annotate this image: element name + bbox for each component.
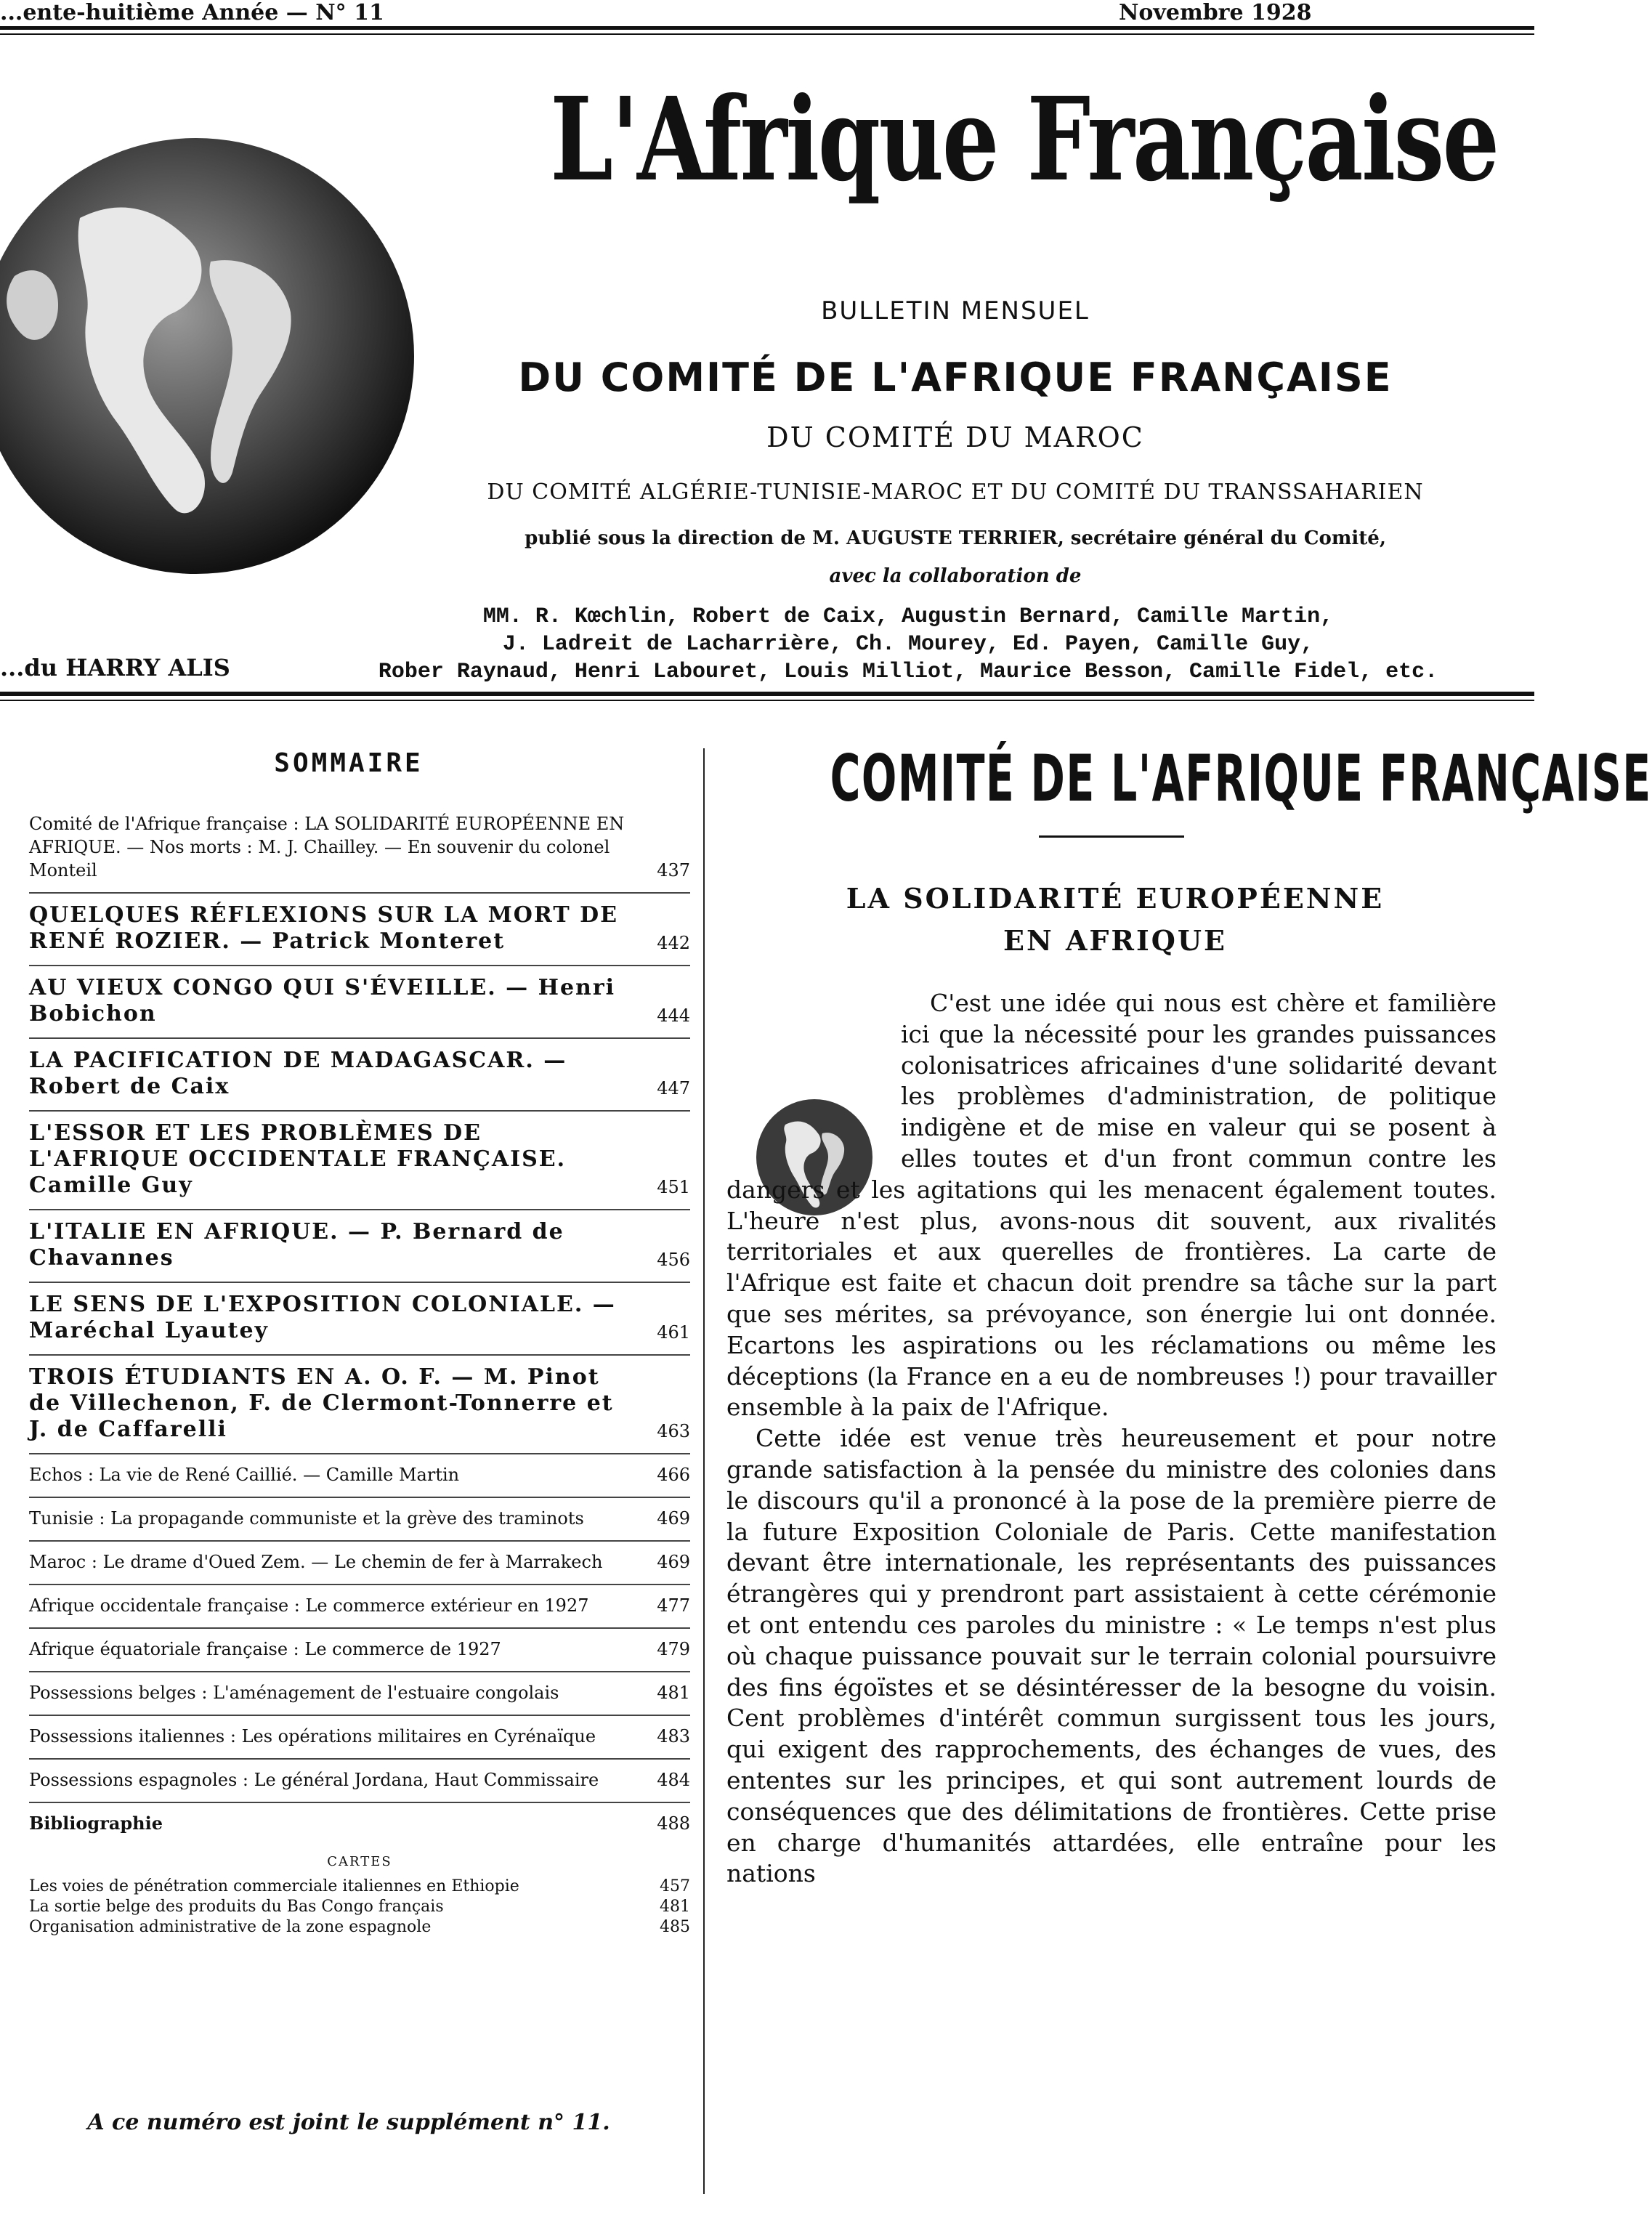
section-heading: COMITÉ DE L'AFRIQUE FRANÇAISE [830,741,1652,816]
map-entry[interactable] [29,1917,690,1938]
toc-entry-text: Afrique équatoriale française : Le commerce de 1927 [29,1639,501,1659]
toc-entry[interactable] [29,1219,690,1271]
article-title [719,878,1511,962]
toc-entry-page: 481 [657,1683,690,1703]
toc-entry-page: 461 [657,1322,690,1343]
collaborators-line: MM. R. Kœchlin, Robert de Caix, Augustin Bernard, Camille Martin, [482,604,1334,629]
toc-entry-text: TROIS ÉTUDIANTS EN A. O. F. — M. Pinot de Villechenon, F. de Clermont-Tonnerre et J. de Caffarelli [29,1364,614,1442]
heading-rule [1039,835,1184,838]
toc-entry-page: 456 [657,1250,690,1270]
map-entry-text: Les voies de pénétration commerciale italiennes en Ethiopie [29,1877,519,1895]
toc-entry[interactable] [29,1594,690,1617]
map-entry-page: 485 [660,1918,690,1936]
toc-entry-text: Possessions belges : L'aménagement de l'estuaire congolais [29,1683,559,1703]
map-entry-page: 481 [660,1898,690,1916]
masthead-title: L'Afrique Française [550,73,1498,207]
collaborators-line: Rober Raynaud, Henri Labouret, Louis Milliot, Maurice Besson, Camille Fidel, etc. [378,660,1438,684]
toc-entry[interactable] [29,1725,690,1748]
toc-entry[interactable] [29,1638,690,1661]
globe-float-space [726,988,901,1164]
maroc-subtitle: DU COMITÉ DU MAROC [766,421,1144,453]
masthead-rule-thin [0,700,1534,701]
toc-divider [29,1584,690,1585]
map-entry[interactable] [29,1897,690,1917]
toc-entry[interactable] [29,1364,690,1443]
running-header-left: ...ente-huitième Année — N° 11 [0,0,384,25]
toc-divider [29,1110,690,1112]
direction-line: publié sous la direction de M. AUGUSTE TERRIER, secrétaire général du Comité, [525,527,1386,549]
toc-divider [29,1671,690,1672]
toc-entry-page: 466 [657,1465,690,1485]
table-of-contents [29,812,690,1938]
column-divider [703,748,705,2194]
toc-entry[interactable] [29,975,690,1027]
toc-divider [29,1497,690,1498]
supplement-note: A ce numéro est joint le supplément n° 11. [87,2110,610,2135]
toc-entry[interactable] [29,1048,690,1100]
toc-entry[interactable] [29,1507,690,1530]
toc-divider [29,965,690,966]
collaborators-list [341,603,1475,686]
toc-entry-text: Maroc : Le drame d'Oued Zem. — Le chemin de fer à Marrakech [29,1552,603,1572]
toc-entry-page: 477 [657,1595,690,1616]
map-entry-text: La sortie belge des produits du Bas Congo français [29,1898,444,1916]
algerie-subtitle: DU COMITÉ ALGÉRIE-TUNISIE-MAROC ET DU COMITÉ DU TRANSSAHARIEN [487,479,1424,505]
toc-entry-text: LA PACIFICATION DE MADAGASCAR. — Robert de Caix [29,1048,567,1099]
collaborators-line: J. Ladreit de Lacharrière, Ch. Mourey, Ed. Payen, Camille Guy, [502,632,1314,657]
toc-divider [29,1758,690,1760]
toc-entry-text: LE SENS DE L'EXPOSITION COLONIALE. — Maréchal Lyautey [29,1292,616,1343]
toc-entry[interactable] [29,1120,690,1199]
toc-divider [29,1627,690,1629]
bulletin-subtitle: BULLETIN MENSUEL [821,296,1090,325]
toc-entry-page: 479 [657,1639,690,1659]
top-rule [0,26,1534,30]
toc-entry-text: Afrique occidentale française : Le commerce extérieur en 1927 [29,1595,589,1616]
article-title-line: LA SOLIDARITÉ EUROPÉENNE [846,882,1385,915]
toc-entry-text: L'ITALIE EN AFRIQUE. — P. Bernard de Chavannes [29,1219,564,1271]
toc-entry-text: L'ESSOR ET LES PROBLÈMES DE L'AFRIQUE OCCIDENTALE FRANÇAISE. Camille Guy [29,1120,567,1198]
article-paragraph: Cette idée est venue très heureusement et pour notre grande satisfaction à la pensée du ministre des colonies dans le discours qu'il a prononcé à la pose de la première pierre de la future Exposition Coloniale de Paris. Cette manifestation devant être internationale, les représentants des puissances étrangères qui y prendront part assistaient à cette cérémonie et ont entendu ces paroles du ministre : « Le temps n'est plus où chaque puissance pouvait sur le terrain colonial poursuivre des fins égoïstes et se désintéresser de la besogne du voisin. Cent problèmes d'intérêt commun surgissent tous les jours, qui exigent des rapprochements, des échanges de vues, des ententes sur les principes, et qui sont autrement lourds de conséquences que des délimitations de frontières. Cette prise en charge d'humanités attardées, elle entraîne pour les nations [726,1424,1497,1888]
toc-entry-text: Comité de l'Afrique française : LA SOLIDARITÉ EUROPÉENNE EN AFRIQUE. — Nos morts : M. J. Chailley. — En souvenir du colonel Monteil [29,814,625,881]
running-header-right: Novembre 1928 [1119,0,1312,25]
toc-entry[interactable] [29,902,690,955]
toc-divider [29,1540,690,1542]
toc-entry-page: 484 [657,1770,690,1790]
map-entry-text: Organisation administrative de la zone espagnole [29,1918,432,1936]
toc-entry[interactable] [29,1681,690,1704]
toc-entry-page: 447 [657,1078,690,1098]
committee-subtitle: DU COMITÉ DE L'AFRIQUE FRANÇAISE [518,355,1393,400]
toc-entry-text: Possessions italiennes : Les opérations militaires en Cyrénaïque [29,1726,596,1747]
toc-divider [29,1453,690,1454]
toc-entry-page: 488 [657,1813,690,1834]
toc-divider [29,892,690,894]
article-title-line: EN AFRIQUE [1003,924,1227,957]
cartes-title: CARTES [327,1854,392,1869]
toc-entry-page: 469 [657,1552,690,1572]
toc-entry[interactable] [29,1550,690,1574]
toc-entry[interactable] [29,812,690,882]
toc-entry-text: AU VIEUX CONGO QUI S'ÉVEILLE. — Henri Bobichon [29,975,616,1027]
toc-entry-page: 442 [657,933,690,953]
toc-entry-page: 437 [657,860,690,881]
founder-line: ...du HARRY ALIS [0,654,230,681]
toc-entry[interactable] [29,1463,690,1486]
toc-divider [29,1354,690,1356]
toc-entry-page: 483 [657,1726,690,1747]
toc-entry[interactable] [29,1292,690,1344]
sommaire-title: SOMMAIRE [274,748,424,778]
map-entry[interactable] [29,1877,690,1897]
toc-entry[interactable] [29,1768,690,1792]
toc-entry-text: Echos : La vie de René Caillié. — Camille Martin [29,1465,460,1485]
toc-entry-page: 451 [657,1177,690,1197]
toc-entry[interactable] [29,1812,690,1835]
article-body [726,988,1497,1890]
toc-entry-page: 444 [657,1005,690,1026]
collaboration-intro: avec la collaboration de [829,565,1082,587]
toc-divider [29,1209,690,1210]
toc-entry-text: Tunisie : La propagande communiste et la grève des traminots [29,1508,584,1529]
globe-illustration [0,131,421,581]
article-paragraph: C'est une idée qui nous est chère et familière ici que la nécessité pour les grandes puissances colonisatrices africaines d'une solidarité devant les problèmes d'administration, de politique indigène et de mise en valeur qui se posent à elles toutes et d'un front commun contre les dangers et les agitations qui les menacent également toutes. L'heure n'est plus, avons-nous dit souvent, aux rivalités territoriales et aux querelles de frontières. La carte de l'Afrique est faite et chacun doit prendre sa tâche sur la part que ses mérites, sa prévoyance, son énergie lui ont donnée. Ecartons les aspirations ou les réclamations ou même les déceptions (la France en a eu de nombreuses !) pour travailler ensemble à la paix de l'Afrique. [726,989,1497,1422]
toc-divider [29,1715,690,1716]
toc-entry-text: Bibliographie [29,1813,163,1834]
toc-entry-page: 469 [657,1508,690,1529]
top-rule-thin [0,33,1534,35]
masthead-rule [0,692,1534,696]
toc-entry-text: Possessions espagnoles : Le général Jordana, Haut Commissaire [29,1770,599,1790]
map-entry-page: 457 [660,1877,690,1895]
toc-divider [29,1802,690,1803]
toc-divider [29,1037,690,1039]
toc-entry-text: QUELQUES RÉFLEXIONS SUR LA MORT DE RENÉ ROZIER. — Patrick Monteret [29,902,618,954]
toc-divider [29,1282,690,1283]
toc-entry-page: 463 [657,1421,690,1441]
